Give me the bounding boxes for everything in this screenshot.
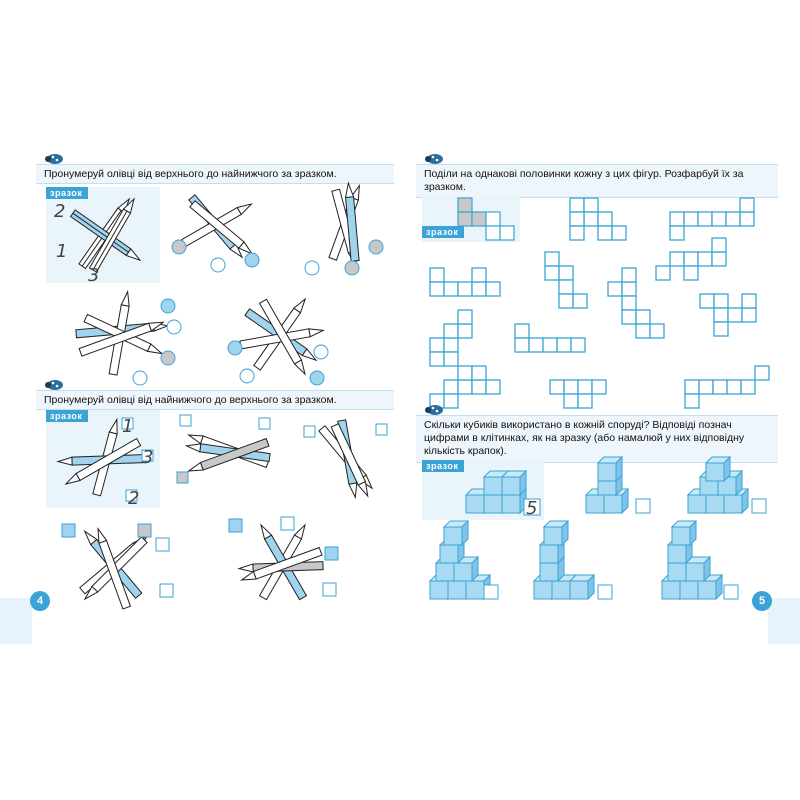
pencil-group-sample-1 <box>46 187 160 286</box>
sample-answer: 3 <box>142 447 154 468</box>
sample-answer: 3 <box>88 265 100 286</box>
sample-tag: зразок <box>46 410 88 422</box>
page-corner-strip <box>768 598 800 644</box>
ladybug-icon <box>44 378 64 390</box>
task-instruction: Поділи на однакові половинки кожну з цих фігур. Розфарбуй їх за зразком. <box>416 164 778 198</box>
cube-structure-sample <box>466 471 526 513</box>
task-instruction: Пронумеруй олівці від верхнього до найнижчого за зразком. <box>36 164 394 184</box>
pencil-group <box>170 185 265 270</box>
page-number: 5 <box>752 591 772 611</box>
ladybug-icon <box>44 152 64 164</box>
shapes-area <box>400 190 800 410</box>
sample-answer: 2 <box>54 201 66 222</box>
pencil-group <box>58 520 178 610</box>
sample-tag: зразок <box>422 226 464 238</box>
sample-tag: зразок <box>422 460 464 472</box>
ladybug-icon <box>424 403 444 415</box>
page-number: 4 <box>30 591 50 611</box>
cube-sample-answer: 5 <box>526 498 538 519</box>
pencil-group-sample-2 <box>46 410 160 508</box>
pencil-group <box>225 290 335 385</box>
cube-structures <box>400 455 800 605</box>
pencil-group <box>175 412 275 492</box>
pencil-group <box>225 515 345 610</box>
pencil-group <box>300 185 390 275</box>
ladybug-icon <box>424 152 444 164</box>
task-instruction: Пронумеруй олівці від найнижчого до верхнього за зразком. <box>36 390 394 410</box>
task-instruction: Скільки кубиків використано в кожній споруді? Відповіді познач цифрами в клітинках, як на зразку (або намалюй у них відповідну кількість крапок). <box>416 415 778 463</box>
pencil-group <box>300 418 390 503</box>
sample-answer: 1 <box>56 241 68 262</box>
pencil-group <box>70 290 185 385</box>
right-page <box>400 0 800 800</box>
sample-answer: 1 <box>122 416 134 437</box>
sample-answer: 2 <box>128 488 140 509</box>
page-corner-strip <box>0 598 32 644</box>
sample-tag: зразок <box>46 187 88 199</box>
